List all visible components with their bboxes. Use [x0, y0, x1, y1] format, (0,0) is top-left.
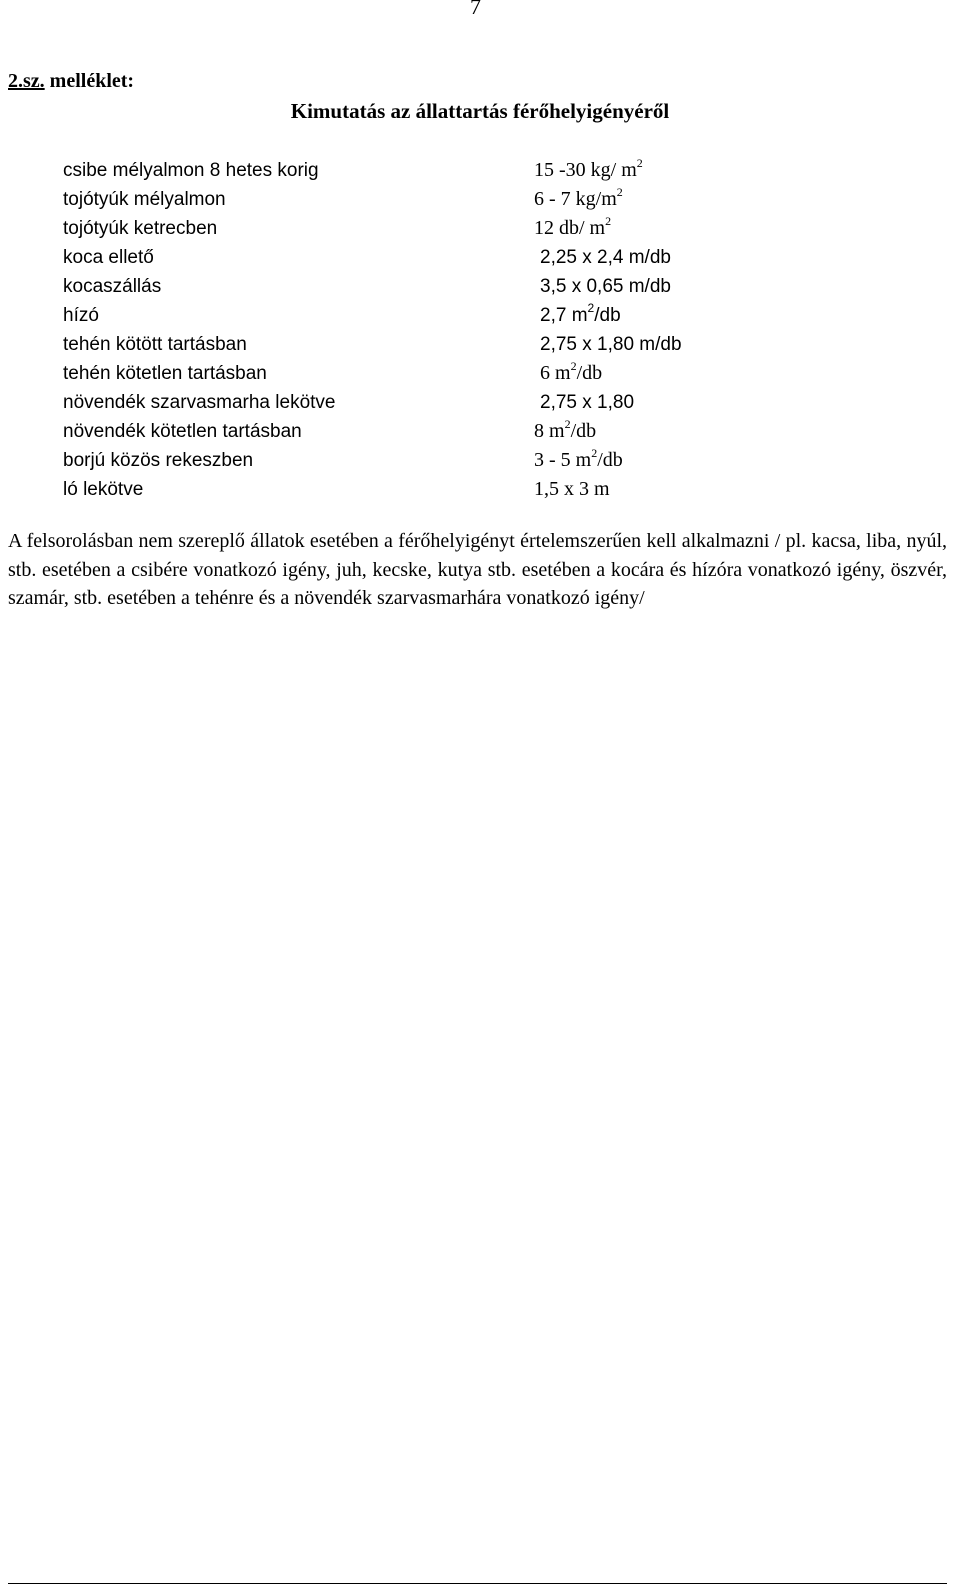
space-requirements-list [63, 156, 763, 504]
animal-label: ló lekötve [63, 479, 144, 500]
space-value: 15 -30 kg/ $m^2$ [534, 156, 643, 181]
requirement-row [63, 417, 763, 446]
requirement-row [63, 301, 763, 330]
requirement-row [63, 214, 763, 243]
animal-label: tojótyúk ketrecben [63, 218, 218, 239]
space-value: 2,7 $m^2/db$ [540, 301, 621, 326]
requirement-row [63, 388, 763, 417]
requirement-row [63, 243, 763, 272]
animal-label: tehén kötetlen tartásban [63, 363, 267, 384]
page-number: 7 [470, 0, 481, 19]
requirement-row [63, 156, 763, 185]
annex-label [8, 70, 134, 93]
space-value: 3 - 5 $m^2/db$ [534, 446, 623, 471]
requirement-row [63, 330, 763, 359]
space-value: 12 db/ $m^2$ [534, 214, 612, 239]
animal-label: növendék szarvasmarha lekötve [63, 392, 336, 413]
space-value: 2,75 x 1,80 [540, 392, 635, 413]
space-value: 6 $m^2/db$ [540, 359, 603, 384]
animal-label: tehén kötött tartásban [63, 334, 247, 355]
animal-label: borjú közös rekeszben [63, 450, 254, 471]
requirement-row [63, 359, 763, 388]
animal-label: tojótyúk mélyalmon [63, 189, 226, 210]
animal-label: növendék kötetlen tartásban [63, 421, 302, 442]
requirement-row [63, 272, 763, 301]
animal-label: hízó [63, 305, 99, 326]
space-value: 1,5 x 3 m [534, 478, 610, 500]
animal-label: kocaszállás [63, 276, 162, 297]
space-value: 2,75 x 1,80 m/db [540, 334, 682, 355]
annex-label-text: melléklet: [49, 70, 135, 92]
space-value: 3,5 x 0,65 m/db [540, 276, 671, 297]
space-value: 6 - 7 $kg/m^2$ [534, 185, 623, 210]
animal-label: koca ellető [63, 247, 154, 268]
requirement-row [63, 446, 763, 475]
annex-id: 2.sz. [8, 70, 45, 92]
document-title: Kimutatás az állattartás férőhelyigényéről [290, 99, 670, 123]
note-paragraph: A felsorolásban nem szereplő állatok esetében a férőhelyigényt értelemszerűen kell alkalmazni / pl. kacsa, liba, nyúl, stb. esetében a csibére vonatkozó igény, juh, kecske, kutya stb. esetében a kocára és hízóra vonatkozó igény, öszvér, szamár, stb. esetében a tehénre és a növendék szarvasmarhára vonatkozó igény/ [8, 530, 947, 610]
footer-divider [8, 1583, 947, 1584]
requirement-row [63, 185, 763, 214]
space-value: 2,25 x 2,4 m/db [540, 247, 671, 268]
space-value: 8 $m^2/db$ [534, 417, 597, 442]
requirement-row [63, 475, 763, 504]
animal-label: csibe mélyalmon 8 hetes korig [63, 160, 319, 181]
